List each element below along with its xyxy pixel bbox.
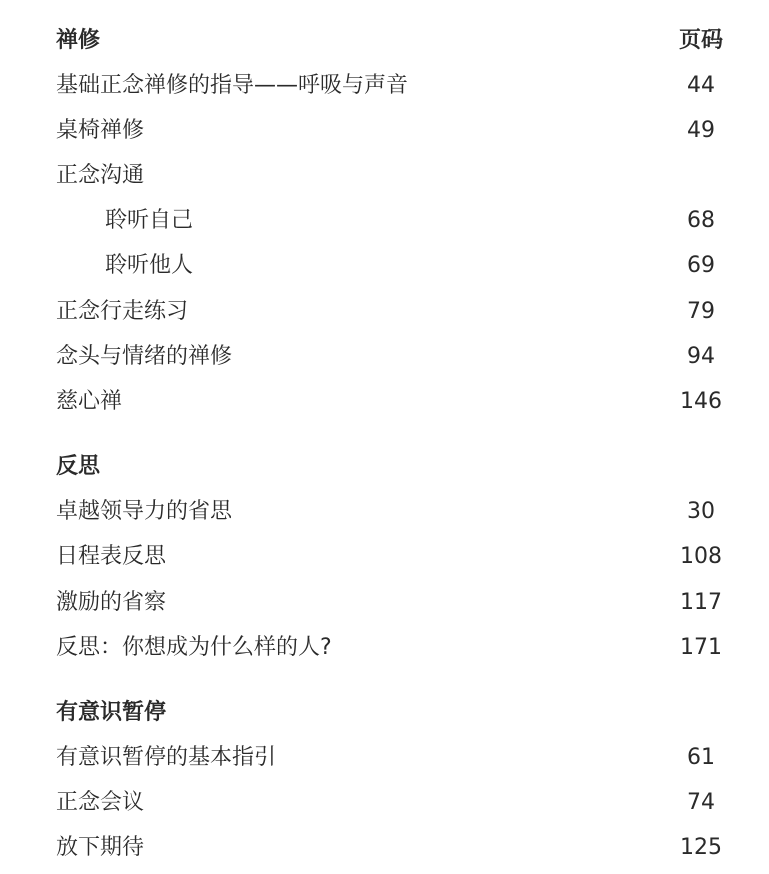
toc-entry-title: 桌椅禅修 — [56, 118, 145, 143]
page-column-header: 页码 — [678, 28, 723, 53]
toc-entry[interactable] — [0, 785, 769, 821]
toc-entry-title: 基础正念禅修的指导——呼吸与声音 — [56, 73, 409, 98]
toc-entry-page: 108 — [680, 544, 722, 569]
section-heading: 有意识暂停 — [56, 700, 167, 725]
toc-entry-title: 正念会议 — [56, 790, 145, 815]
toc-entry-page: 94 — [687, 344, 715, 369]
toc-entry-title: 聆听他人 — [105, 253, 194, 278]
toc-entry-page: 74 — [687, 790, 715, 815]
toc-entry-page: 79 — [687, 299, 715, 324]
toc-subentry[interactable] — [0, 248, 769, 284]
toc-entry[interactable] — [0, 740, 769, 776]
toc-entry-title: 念头与情绪的禅修 — [56, 344, 233, 369]
toc-entry-page: 30 — [687, 499, 715, 524]
toc-entry[interactable] — [0, 630, 769, 666]
toc-entry[interactable] — [0, 585, 769, 621]
section-heading: 反思 — [56, 454, 101, 479]
toc-entry-page: 61 — [687, 745, 715, 770]
toc-entry-title: 日程表反思 — [56, 544, 167, 569]
toc-entry[interactable] — [0, 384, 769, 420]
toc-entry[interactable] — [0, 539, 769, 575]
toc-entry-title: 激励的省察 — [56, 590, 167, 615]
toc-entry-page: 171 — [680, 635, 722, 660]
toc-entry-page: 125 — [680, 835, 722, 860]
section-heading: 禅修 — [56, 28, 101, 53]
toc-entry-page: 68 — [687, 208, 715, 233]
toc-entry-title: 放下期待 — [56, 835, 145, 860]
toc-entry-title: 正念行走练习 — [56, 299, 189, 324]
toc-entry[interactable] — [0, 113, 769, 149]
toc-entry-title: 有意识暂停的基本指引 — [56, 745, 277, 770]
toc-entry-page: 49 — [687, 118, 715, 143]
toc-entry-title: 正念沟通 — [56, 163, 145, 188]
toc-entry-title: 卓越领导力的省思 — [56, 499, 233, 524]
toc-entry[interactable] — [0, 294, 769, 330]
toc-entry[interactable] — [0, 339, 769, 375]
toc-entry[interactable] — [0, 68, 769, 104]
toc-entry-title: 慈心禅 — [56, 389, 123, 414]
toc-entry-title: 反思：你想成为什么样的人? — [56, 635, 332, 660]
toc-entry-page: 117 — [680, 590, 722, 615]
toc-entry[interactable] — [0, 494, 769, 530]
toc-entry-page: 44 — [687, 73, 715, 98]
toc-entry[interactable] — [0, 830, 769, 866]
toc-entry-title: 聆听自己 — [105, 208, 194, 233]
section-heading-row — [0, 449, 769, 485]
toc-entry-page: 69 — [687, 253, 715, 278]
toc-entry-page: 146 — [680, 389, 722, 414]
toc-entry[interactable] — [0, 158, 769, 194]
toc-subentry[interactable] — [0, 203, 769, 239]
section-heading-row — [0, 23, 769, 59]
section-heading-row — [0, 695, 769, 731]
